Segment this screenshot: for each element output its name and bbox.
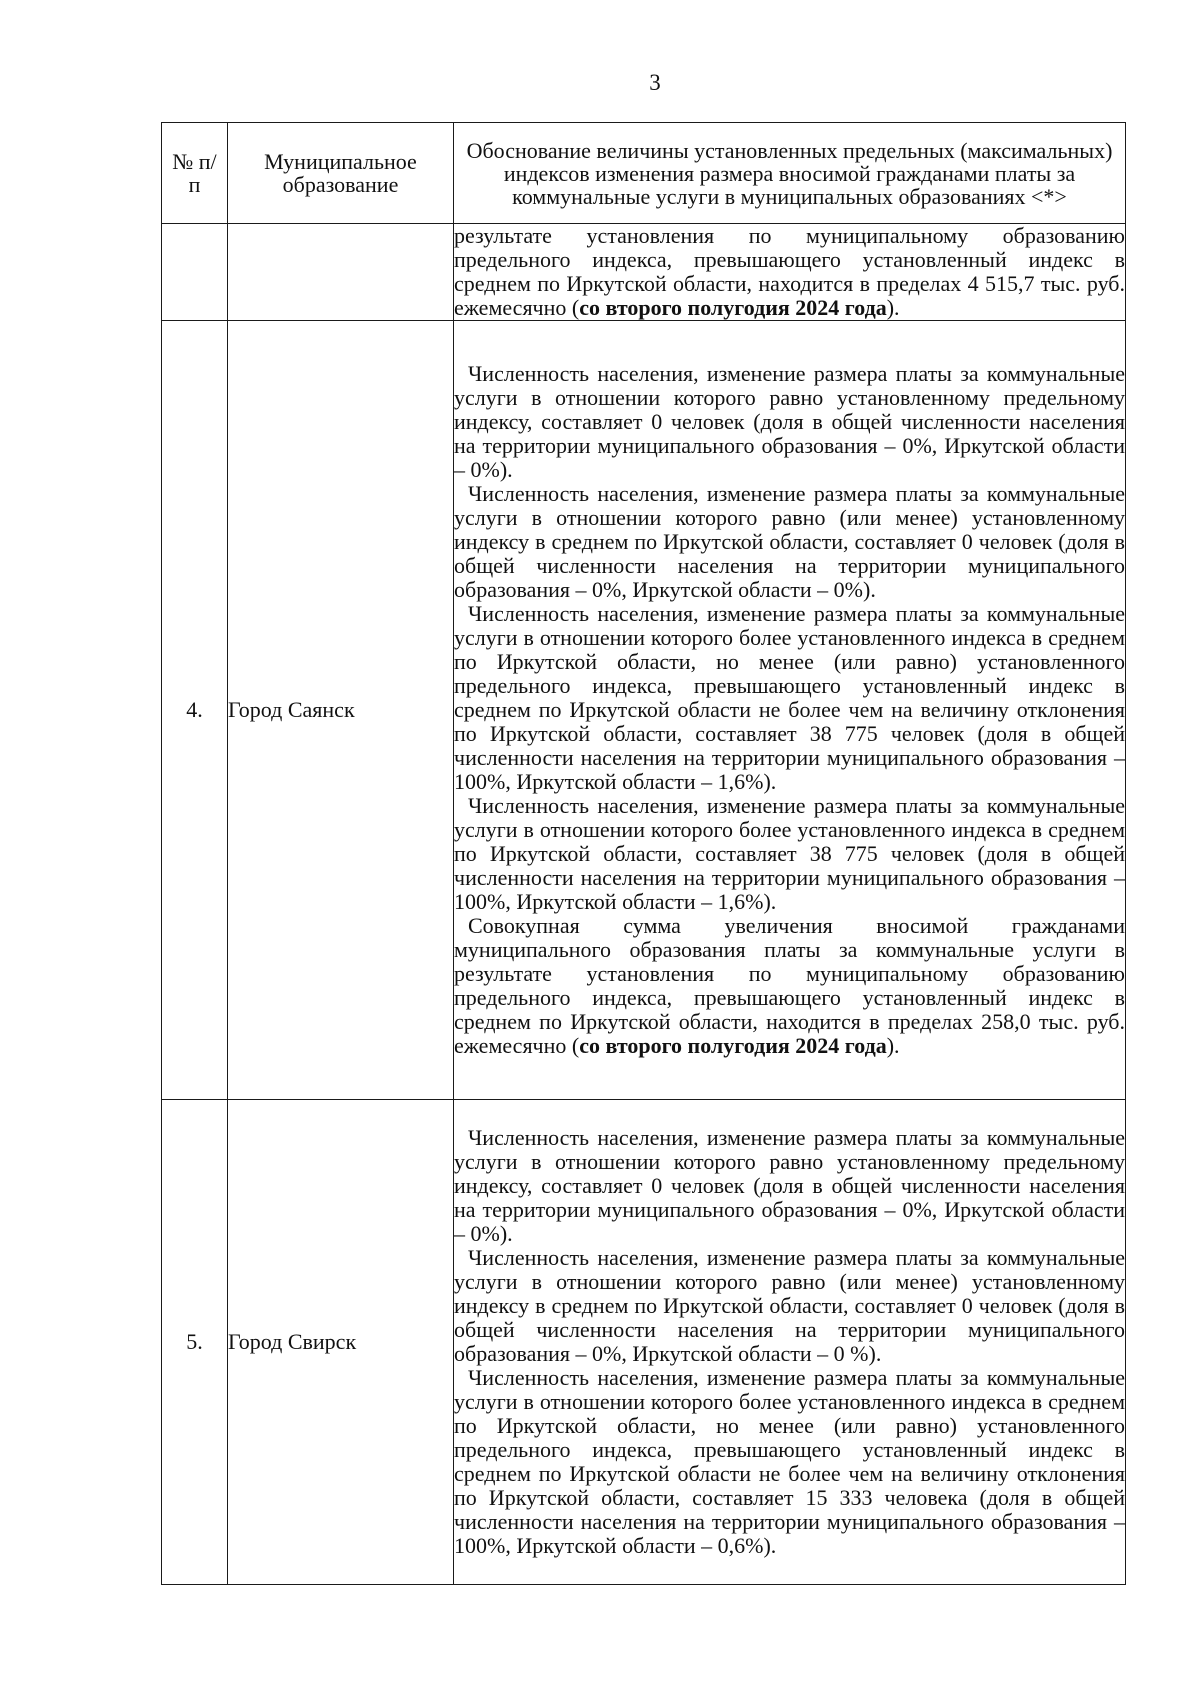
table-row [162, 224, 1126, 321]
header-municipality: Муниципальное образование [228, 123, 454, 224]
header-justification: Обоснование величины установленных предельных (максимальных) индексов изменения размера вносимой гражданами платы за коммунальные услуги в муниципальных образованиях <*> [454, 123, 1126, 224]
paragraph: Численность населения, изменение размера платы за коммунальные услуги в отношении которого равно установленному предельному индексу, составляет 0 человек (доля в общей численности населения на территории муниципального образования – 0%, Иркутской области – 0%). [454, 1125, 1125, 1246]
header-num: № п/п [162, 123, 228, 224]
row-municipality [228, 224, 454, 321]
row-justification [454, 224, 1126, 321]
row-num: 4. [162, 321, 228, 1100]
tariff-index-table [161, 122, 1126, 1585]
paragraph: Численность населения, изменение размера платы за коммунальные услуги в отношении которого более установленного индекса в среднем по Иркутской области, но менее (или равно) установленного предельного индекса, превышающего установленный индекс в среднем по Иркутской области не более чем на величину отклонения по Иркутской области, составляет 15 333 человека (доля в общей численности населения на территории муниципального образования – 100%, Иркутской области – 0,6%). [454, 1365, 1125, 1558]
paragraph: Численность населения, изменение размера платы за коммунальные услуги в отношении которого более установленного индекса в среднем по Иркутской области, но менее (или равно) установленного предельного индекса, превышающего установленный индекс в среднем по Иркутской области не более чем на величину отклонения по Иркутской области, составляет 38 775 человек (доля в общей численности населения на территории муниципального образования – 100%, Иркутской области – 1,6%). [454, 601, 1125, 794]
row-num: 5. [162, 1100, 228, 1585]
row-num [162, 224, 228, 321]
table-row [162, 321, 1126, 1100]
paragraph: Совокупная сумма увеличения вносимой гражданами муниципального образования платы за коммунальные услуги в результате установления по муниципальному образованию предельного индекса, превышающего установленный индекс в среднем по Иркутской области, находится в пределах 258,0 тыс. руб. ежемесячно (со второго полугодия 2024 года). [454, 913, 1125, 1058]
paragraph: Численность населения, изменение размера платы за коммунальные услуги в отношении которого равно установленному предельному индексу, составляет 0 человек (доля в общей численности населения на территории муниципального образования – 0%, Иркутской области – 0%). [454, 361, 1125, 482]
paragraph: Численность населения, изменение размера платы за коммунальные услуги в отношении которого равно (или менее) установленному индексу в среднем по Иркутской области, составляет 0 человек (доля в общей численности населения на территории муниципального образования – 0%, Иркутской области – 0%). [454, 481, 1125, 602]
paragraph: результате установления по муниципальному образованию предельного индекса, превышающего установленный индекс в среднем по Иркутской области, находится в пределах 4 515,7 тыс. руб. ежемесячно (со второго полугодия 2024 года). [454, 223, 1125, 320]
row-municipality: Город Свирск [228, 1100, 454, 1585]
table-header-row [162, 123, 1126, 224]
row-municipality: Город Саянск [228, 321, 454, 1100]
table-row [162, 1100, 1126, 1585]
page-number: 3 [649, 70, 661, 95]
paragraph: Численность населения, изменение размера платы за коммунальные услуги в отношении которого более установленного индекса в среднем по Иркутской области, составляет 38 775 человек (доля в общей численности населения на территории муниципального образования – 100%, Иркутской области – 1,6%). [454, 793, 1125, 914]
row-justification [454, 1100, 1126, 1585]
paragraph: Численность населения, изменение размера платы за коммунальные услуги в отношении которого равно (или менее) установленному индексу в среднем по Иркутской области, составляет 0 человек (доля в общей численности населения на территории муниципального образования – 0%, Иркутской области – 0 %). [454, 1245, 1125, 1366]
row-justification [454, 321, 1126, 1100]
